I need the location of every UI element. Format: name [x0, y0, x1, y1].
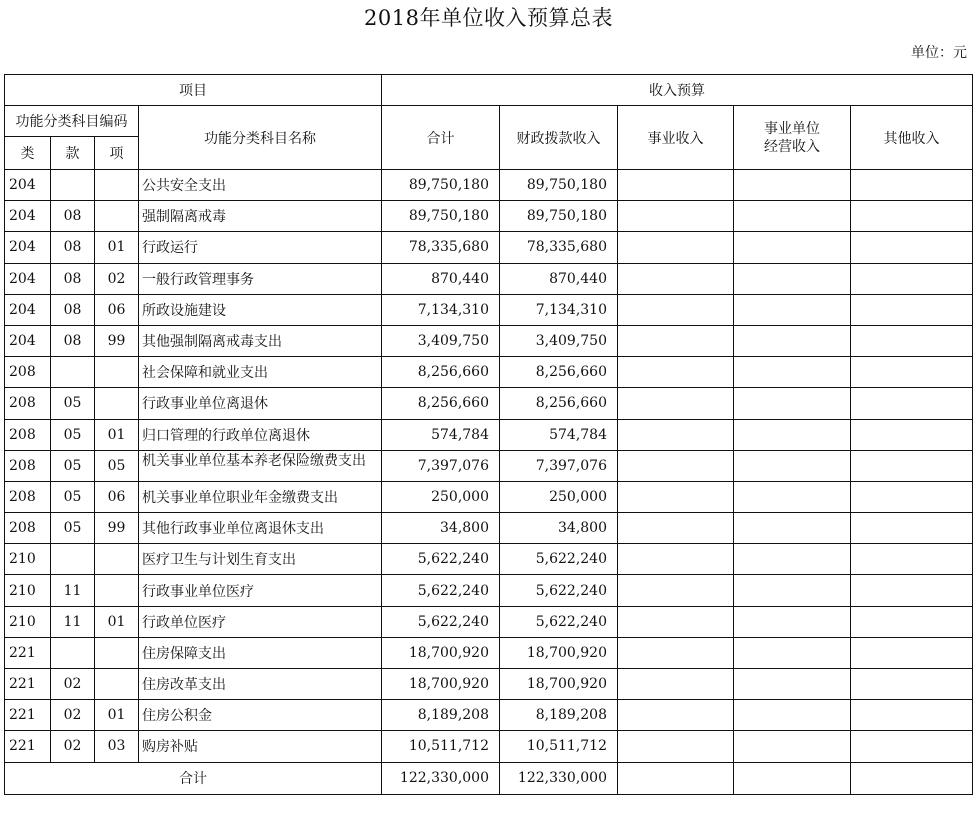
- cell-total: 250,000: [382, 481, 500, 512]
- summary-row: [5, 762, 973, 794]
- cell-name: 购房补贴: [139, 731, 382, 762]
- cell-name: 行政运行: [139, 232, 382, 263]
- cell-kuan: [51, 544, 95, 575]
- cell-other: [851, 450, 973, 481]
- cell-other: [851, 170, 973, 201]
- cell-lei: 208: [5, 481, 51, 512]
- cell-name: 一般行政管理事务: [139, 263, 382, 294]
- cell-other: [851, 700, 973, 731]
- cell-xiang: 99: [95, 325, 139, 356]
- cell-fiscal: 7,397,076: [500, 450, 618, 481]
- table-row: [5, 669, 973, 700]
- cell-fiscal: 8,189,208: [500, 700, 618, 731]
- cell-kuan: [51, 170, 95, 201]
- cell-operating: [734, 263, 851, 294]
- cell-fiscal: 7,134,310: [500, 294, 618, 325]
- cell-total: 3,409,750: [382, 325, 500, 356]
- cell-fiscal: 78,335,680: [500, 232, 618, 263]
- header-income-budget: 收入预算: [382, 75, 973, 106]
- cell-other: [851, 606, 973, 637]
- cell-lei: 208: [5, 450, 51, 481]
- cell-business: [618, 419, 734, 450]
- cell-lei: 204: [5, 263, 51, 294]
- cell-operating: [734, 575, 851, 606]
- cell-kuan: 02: [51, 669, 95, 700]
- cell-operating: [734, 170, 851, 201]
- cell-total: 18,700,920: [382, 669, 500, 700]
- cell-other: [851, 201, 973, 232]
- cell-lei: 210: [5, 544, 51, 575]
- cell-total: 8,256,660: [382, 357, 500, 388]
- cell-business: [618, 700, 734, 731]
- cell-other: [851, 294, 973, 325]
- cell-operating: [734, 232, 851, 263]
- cell-xiang: [95, 201, 139, 232]
- cell-other: [851, 357, 973, 388]
- cell-operating: [734, 450, 851, 481]
- cell-operating: [734, 325, 851, 356]
- cell-other: [851, 263, 973, 294]
- cell-other: [851, 232, 973, 263]
- cell-lei: 221: [5, 700, 51, 731]
- cell-other: [851, 637, 973, 668]
- cell-lei: 221: [5, 637, 51, 668]
- cell-fiscal: 89,750,180: [500, 170, 618, 201]
- table-row: [5, 637, 973, 668]
- cell-name-text: 机关事业单位基本养老保险缴费支出: [142, 452, 366, 469]
- cell-xiang: [95, 637, 139, 668]
- cell-kuan: 02: [51, 731, 95, 762]
- header-row-1: [5, 75, 973, 106]
- cell-business: [618, 544, 734, 575]
- cell-name: 其他行政事业单位离退休支出: [139, 513, 382, 544]
- cell-xiang: 05: [95, 450, 139, 481]
- cell-name: 行政事业单位离退休: [139, 388, 382, 419]
- header-business: 事业收入: [618, 106, 734, 170]
- cell-business: [618, 637, 734, 668]
- cell-operating: [734, 637, 851, 668]
- cell-lei: 204: [5, 294, 51, 325]
- cell-name: 社会保障和就业支出: [139, 357, 382, 388]
- summary-other: [851, 762, 973, 794]
- cell-name: 住房改革支出: [139, 669, 382, 700]
- cell-business: [618, 170, 734, 201]
- cell-xiang: 01: [95, 606, 139, 637]
- cell-total: 78,335,680: [382, 232, 500, 263]
- table-row: [5, 700, 973, 731]
- cell-lei: 210: [5, 575, 51, 606]
- cell-kuan: 08: [51, 325, 95, 356]
- cell-kuan: 05: [51, 419, 95, 450]
- cell-total: 870,440: [382, 263, 500, 294]
- header-operating: [734, 106, 851, 170]
- cell-fiscal: 5,622,240: [500, 575, 618, 606]
- cell-xiang: [95, 388, 139, 419]
- budget-table: [4, 74, 973, 795]
- cell-other: [851, 419, 973, 450]
- cell-fiscal: 870,440: [500, 263, 618, 294]
- cell-operating: [734, 606, 851, 637]
- table-body: [5, 170, 973, 763]
- cell-name: 机关事业单位职业年金缴费支出: [139, 481, 382, 512]
- cell-total: 89,750,180: [382, 201, 500, 232]
- cell-operating: [734, 544, 851, 575]
- cell-total: 89,750,180: [382, 170, 500, 201]
- cell-lei: 210: [5, 606, 51, 637]
- cell-fiscal: 5,622,240: [500, 544, 618, 575]
- cell-total: 34,800: [382, 513, 500, 544]
- cell-lei: 204: [5, 201, 51, 232]
- cell-business: [618, 481, 734, 512]
- summary-label: 合计: [5, 762, 382, 794]
- cell-total: 10,511,712: [382, 731, 500, 762]
- cell-other: [851, 669, 973, 700]
- cell-operating: [734, 388, 851, 419]
- cell-other: [851, 731, 973, 762]
- cell-name: 强制隔离戒毒: [139, 201, 382, 232]
- cell-xiang: [95, 170, 139, 201]
- cell-xiang: [95, 544, 139, 575]
- cell-business: [618, 294, 734, 325]
- cell-lei: 204: [5, 170, 51, 201]
- header-row-2: [5, 106, 973, 137]
- cell-fiscal: 18,700,920: [500, 669, 618, 700]
- cell-total: 5,622,240: [382, 575, 500, 606]
- cell-xiang: 99: [95, 513, 139, 544]
- header-total: 合计: [382, 106, 500, 170]
- cell-operating: [734, 481, 851, 512]
- cell-total: 5,622,240: [382, 606, 500, 637]
- cell-business: [618, 575, 734, 606]
- header-project: 项目: [5, 75, 382, 106]
- table-row: [5, 606, 973, 637]
- cell-operating: [734, 201, 851, 232]
- cell-total: 8,256,660: [382, 388, 500, 419]
- header-func-code: 功能分类科目编码: [5, 106, 139, 137]
- cell-xiang: 02: [95, 263, 139, 294]
- cell-other: [851, 544, 973, 575]
- cell-xiang: 03: [95, 731, 139, 762]
- cell-lei: 208: [5, 513, 51, 544]
- cell-fiscal: 10,511,712: [500, 731, 618, 762]
- cell-operating: [734, 357, 851, 388]
- unit-label: 单位：元: [911, 45, 967, 61]
- cell-operating: [734, 513, 851, 544]
- table-row: [5, 419, 973, 450]
- cell-name: 其他强制隔离戒毒支出: [139, 325, 382, 356]
- cell-fiscal: 8,256,660: [500, 388, 618, 419]
- cell-xiang: 01: [95, 700, 139, 731]
- cell-fiscal: 8,256,660: [500, 357, 618, 388]
- cell-fiscal: 574,784: [500, 419, 618, 450]
- cell-lei: 221: [5, 731, 51, 762]
- cell-kuan: 08: [51, 263, 95, 294]
- cell-business: [618, 669, 734, 700]
- cell-name: 所政设施建设: [139, 294, 382, 325]
- table-row: [5, 731, 973, 762]
- cell-kuan: 05: [51, 450, 95, 481]
- cell-kuan: 08: [51, 232, 95, 263]
- cell-business: [618, 263, 734, 294]
- cell-lei: 204: [5, 325, 51, 356]
- cell-kuan: 08: [51, 294, 95, 325]
- cell-business: [618, 357, 734, 388]
- table-row: [5, 294, 973, 325]
- cell-total: 5,622,240: [382, 544, 500, 575]
- table-row: [5, 450, 973, 481]
- summary-business: [618, 762, 734, 794]
- header-func-name: 功能分类科目名称: [139, 106, 382, 170]
- cell-name: 住房保障支出: [139, 637, 382, 668]
- cell-name: 行政单位医疗: [139, 606, 382, 637]
- cell-business: [618, 201, 734, 232]
- cell-other: [851, 325, 973, 356]
- cell-kuan: 11: [51, 575, 95, 606]
- cell-total: 574,784: [382, 419, 500, 450]
- table-row: [5, 201, 973, 232]
- cell-business: [618, 388, 734, 419]
- cell-xiang: 06: [95, 294, 139, 325]
- header-kuan: 款: [51, 137, 95, 170]
- cell-name: 医疗卫生与计划生育支出: [139, 544, 382, 575]
- cell-name: 归口管理的行政单位离退休: [139, 419, 382, 450]
- cell-xiang: [95, 357, 139, 388]
- table-row: [5, 170, 973, 201]
- cell-business: [618, 325, 734, 356]
- cell-fiscal: 3,409,750: [500, 325, 618, 356]
- cell-total: 8,189,208: [382, 700, 500, 731]
- cell-operating: [734, 731, 851, 762]
- cell-lei: 221: [5, 669, 51, 700]
- header-fiscal: 财政拨款收入: [500, 106, 618, 170]
- table-row: [5, 481, 973, 512]
- cell-business: [618, 731, 734, 762]
- cell-total: 7,397,076: [382, 450, 500, 481]
- cell-business: [618, 450, 734, 481]
- cell-kuan: 05: [51, 481, 95, 512]
- cell-name: 公共安全支出: [139, 170, 382, 201]
- table-row: [5, 388, 973, 419]
- summary-fiscal: 122,330,000: [500, 762, 618, 794]
- cell-operating: [734, 419, 851, 450]
- cell-lei: 204: [5, 232, 51, 263]
- header-lei: 类: [5, 137, 51, 170]
- cell-kuan: [51, 357, 95, 388]
- table-row: [5, 263, 973, 294]
- table-row: [5, 575, 973, 606]
- cell-fiscal: 250,000: [500, 481, 618, 512]
- cell-xiang: 01: [95, 419, 139, 450]
- table-row: [5, 544, 973, 575]
- cell-lei: 208: [5, 357, 51, 388]
- cell-name: 行政事业单位医疗: [139, 575, 382, 606]
- cell-total: 18,700,920: [382, 637, 500, 668]
- cell-kuan: 05: [51, 513, 95, 544]
- cell-xiang: 06: [95, 481, 139, 512]
- cell-other: [851, 388, 973, 419]
- cell-lei: 208: [5, 419, 51, 450]
- table-row: [5, 513, 973, 544]
- cell-kuan: [51, 637, 95, 668]
- table-row: [5, 325, 973, 356]
- cell-business: [618, 513, 734, 544]
- cell-other: [851, 481, 973, 512]
- cell-operating: [734, 669, 851, 700]
- cell-fiscal: 89,750,180: [500, 201, 618, 232]
- cell-xiang: [95, 575, 139, 606]
- header-other: 其他收入: [851, 106, 973, 170]
- cell-xiang: 01: [95, 232, 139, 263]
- cell-kuan: 02: [51, 700, 95, 731]
- cell-kuan: 08: [51, 201, 95, 232]
- report-title: 2018年单位收入预算总表: [364, 6, 613, 30]
- summary-total: 122,330,000: [382, 762, 500, 794]
- cell-fiscal: 34,800: [500, 513, 618, 544]
- cell-lei: 208: [5, 388, 51, 419]
- table-row: [5, 232, 973, 263]
- summary-operating: [734, 762, 851, 794]
- cell-kuan: 11: [51, 606, 95, 637]
- cell-fiscal: 5,622,240: [500, 606, 618, 637]
- cell-operating: [734, 294, 851, 325]
- cell-business: [618, 232, 734, 263]
- cell-xiang: [95, 669, 139, 700]
- cell-operating: [734, 700, 851, 731]
- cell-other: [851, 513, 973, 544]
- header-xiang: 项: [95, 137, 139, 170]
- cell-fiscal: 18,700,920: [500, 637, 618, 668]
- cell-business: [618, 606, 734, 637]
- table-row: [5, 357, 973, 388]
- cell-name: [139, 450, 382, 481]
- cell-kuan: 05: [51, 388, 95, 419]
- cell-name: 住房公积金: [139, 700, 382, 731]
- cell-other: [851, 575, 973, 606]
- cell-total: 7,134,310: [382, 294, 500, 325]
- header-operating-text: 事业单位经营收入: [764, 120, 820, 155]
